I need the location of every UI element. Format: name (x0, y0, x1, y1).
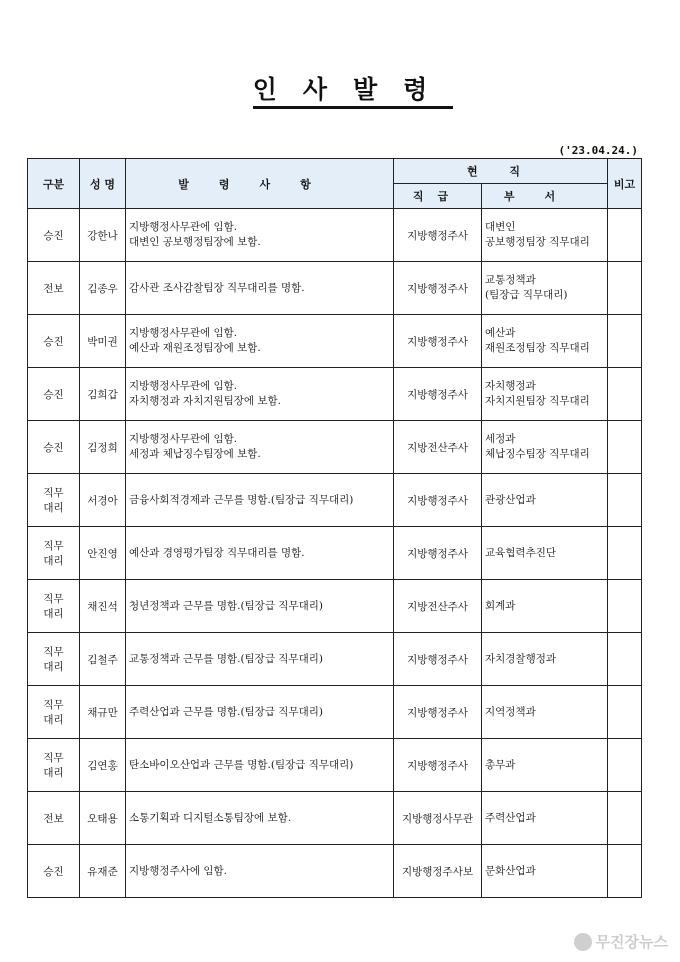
cell-note (608, 315, 642, 368)
cell-position: 지방행정주사보 (394, 845, 482, 898)
table-row (28, 368, 642, 421)
cell-name: 서경아 (80, 474, 126, 527)
cell-details: 금융사회적경제과 근무를 명함.(팀장급 직무대리) (126, 474, 394, 527)
cell-type: 승진 (28, 421, 80, 474)
cell-details: 교통정책과 근무를 명함.(팀장급 직무대리) (126, 633, 394, 686)
header-position: 직급 (394, 184, 482, 209)
watermark: 무진장뉴스 (574, 931, 668, 952)
cell-position: 지방행정주사 (394, 315, 482, 368)
cell-details: 지방행정사무관에 임함. 세정과 체납징수팀장에 보함. (126, 421, 394, 474)
cell-type: 승진 (28, 209, 80, 262)
cell-note (608, 792, 642, 845)
cell-department: 교통정책과 (팀장급 직무대리) (482, 262, 608, 315)
cell-position: 지방행정주사 (394, 633, 482, 686)
cell-department: 관광산업과 (482, 474, 608, 527)
watermark-logo-icon (574, 933, 592, 951)
cell-note (608, 580, 642, 633)
table-row (28, 739, 642, 792)
cell-details: 청년정책과 근무를 명함.(팀장급 직무대리) (126, 580, 394, 633)
cell-details: 주력산업과 근무를 명함.(팀장급 직무대리) (126, 686, 394, 739)
issue-date: ('23.04.24.) (558, 144, 638, 157)
cell-position: 지방행정주사 (394, 474, 482, 527)
cell-type: 승진 (28, 368, 80, 421)
table-row (28, 209, 642, 262)
cell-type: 직무 대리 (28, 739, 80, 792)
cell-type: 직무 대리 (28, 686, 80, 739)
cell-department: 교육협력추진단 (482, 527, 608, 580)
cell-details: 지방행정사무관에 임함. 자치행정과 자치지원팀장에 보함. (126, 368, 394, 421)
cell-type: 직무 대리 (28, 527, 80, 580)
cell-details: 소통기획과 디지털소통팀장에 보함. (126, 792, 394, 845)
header-department: 부서 (482, 184, 608, 209)
cell-name: 안진영 (80, 527, 126, 580)
header-details: 발령사항 (126, 159, 394, 209)
cell-name: 채규만 (80, 686, 126, 739)
cell-position: 지방행정사무관 (394, 792, 482, 845)
header-type: 구분 (28, 159, 80, 209)
cell-type: 승진 (28, 315, 80, 368)
cell-note (608, 845, 642, 898)
cell-name: 김희갑 (80, 368, 126, 421)
cell-type: 전보 (28, 792, 80, 845)
cell-details: 감사관 조사감찰팀장 직무대리를 명함. (126, 262, 394, 315)
cell-name: 김철주 (80, 633, 126, 686)
cell-details: 지방행정주사에 임함. (126, 845, 394, 898)
table-body (28, 209, 642, 898)
cell-details: 지방행정사무관에 임함. 대변인 공보행정팀장에 보함. (126, 209, 394, 262)
table-row (28, 474, 642, 527)
cell-type: 직무 대리 (28, 580, 80, 633)
personnel-table (27, 158, 642, 898)
cell-name: 김연홍 (80, 739, 126, 792)
cell-type: 승진 (28, 845, 80, 898)
header-current: 현 직 (394, 159, 608, 184)
cell-department: 총무과 (482, 739, 608, 792)
cell-position: 지방행정주사 (394, 686, 482, 739)
document-title: 인사발령 (0, 70, 680, 106)
cell-department: 세정과 체납징수팀장 직무대리 (482, 421, 608, 474)
cell-department: 예산과 재원조정팀장 직무대리 (482, 315, 608, 368)
cell-position: 지방행정주사 (394, 527, 482, 580)
table-row (28, 421, 642, 474)
cell-name: 김정희 (80, 421, 126, 474)
cell-position: 지방전산주사 (394, 580, 482, 633)
cell-department: 자치행정과 자치지원팀장 직무대리 (482, 368, 608, 421)
table-row (28, 792, 642, 845)
cell-note (608, 421, 642, 474)
cell-position: 지방행정주사 (394, 209, 482, 262)
cell-name: 김종우 (80, 262, 126, 315)
cell-name: 박미권 (80, 315, 126, 368)
cell-name: 유재준 (80, 845, 126, 898)
cell-type: 직무 대리 (28, 633, 80, 686)
table-row (28, 527, 642, 580)
cell-note (608, 474, 642, 527)
cell-note (608, 368, 642, 421)
table-row (28, 315, 642, 368)
cell-department: 주력산업과 (482, 792, 608, 845)
cell-position: 지방행정주사 (394, 368, 482, 421)
cell-name: 강한나 (80, 209, 126, 262)
table-row (28, 262, 642, 315)
cell-department: 자치경찰행정과 (482, 633, 608, 686)
cell-position: 지방행정주사 (394, 739, 482, 792)
cell-note (608, 209, 642, 262)
cell-details: 지방행정사무관에 임함. 예산과 재원조정팀장에 보함. (126, 315, 394, 368)
cell-department: 문화산업과 (482, 845, 608, 898)
table-row (28, 686, 642, 739)
cell-note (608, 527, 642, 580)
table-row (28, 633, 642, 686)
cell-note (608, 262, 642, 315)
table-row (28, 845, 642, 898)
header-name: 성 명 (80, 159, 126, 209)
table-row (28, 580, 642, 633)
cell-department: 회계과 (482, 580, 608, 633)
cell-type: 직무 대리 (28, 474, 80, 527)
cell-details: 예산과 경영평가팀장 직무대리를 명함. (126, 527, 394, 580)
cell-department: 지역정책과 (482, 686, 608, 739)
cell-name: 채진석 (80, 580, 126, 633)
cell-note (608, 739, 642, 792)
header-note: 비고 (608, 159, 642, 209)
cell-name: 오태용 (80, 792, 126, 845)
cell-note (608, 633, 642, 686)
cell-note (608, 686, 642, 739)
cell-type: 전보 (28, 262, 80, 315)
cell-position: 지방행정주사 (394, 262, 482, 315)
cell-position: 지방전산주사 (394, 421, 482, 474)
cell-department: 대변인 공보행정팀장 직무대리 (482, 209, 608, 262)
cell-details: 탄소바이오산업과 근무를 명함.(팀장급 직무대리) (126, 739, 394, 792)
